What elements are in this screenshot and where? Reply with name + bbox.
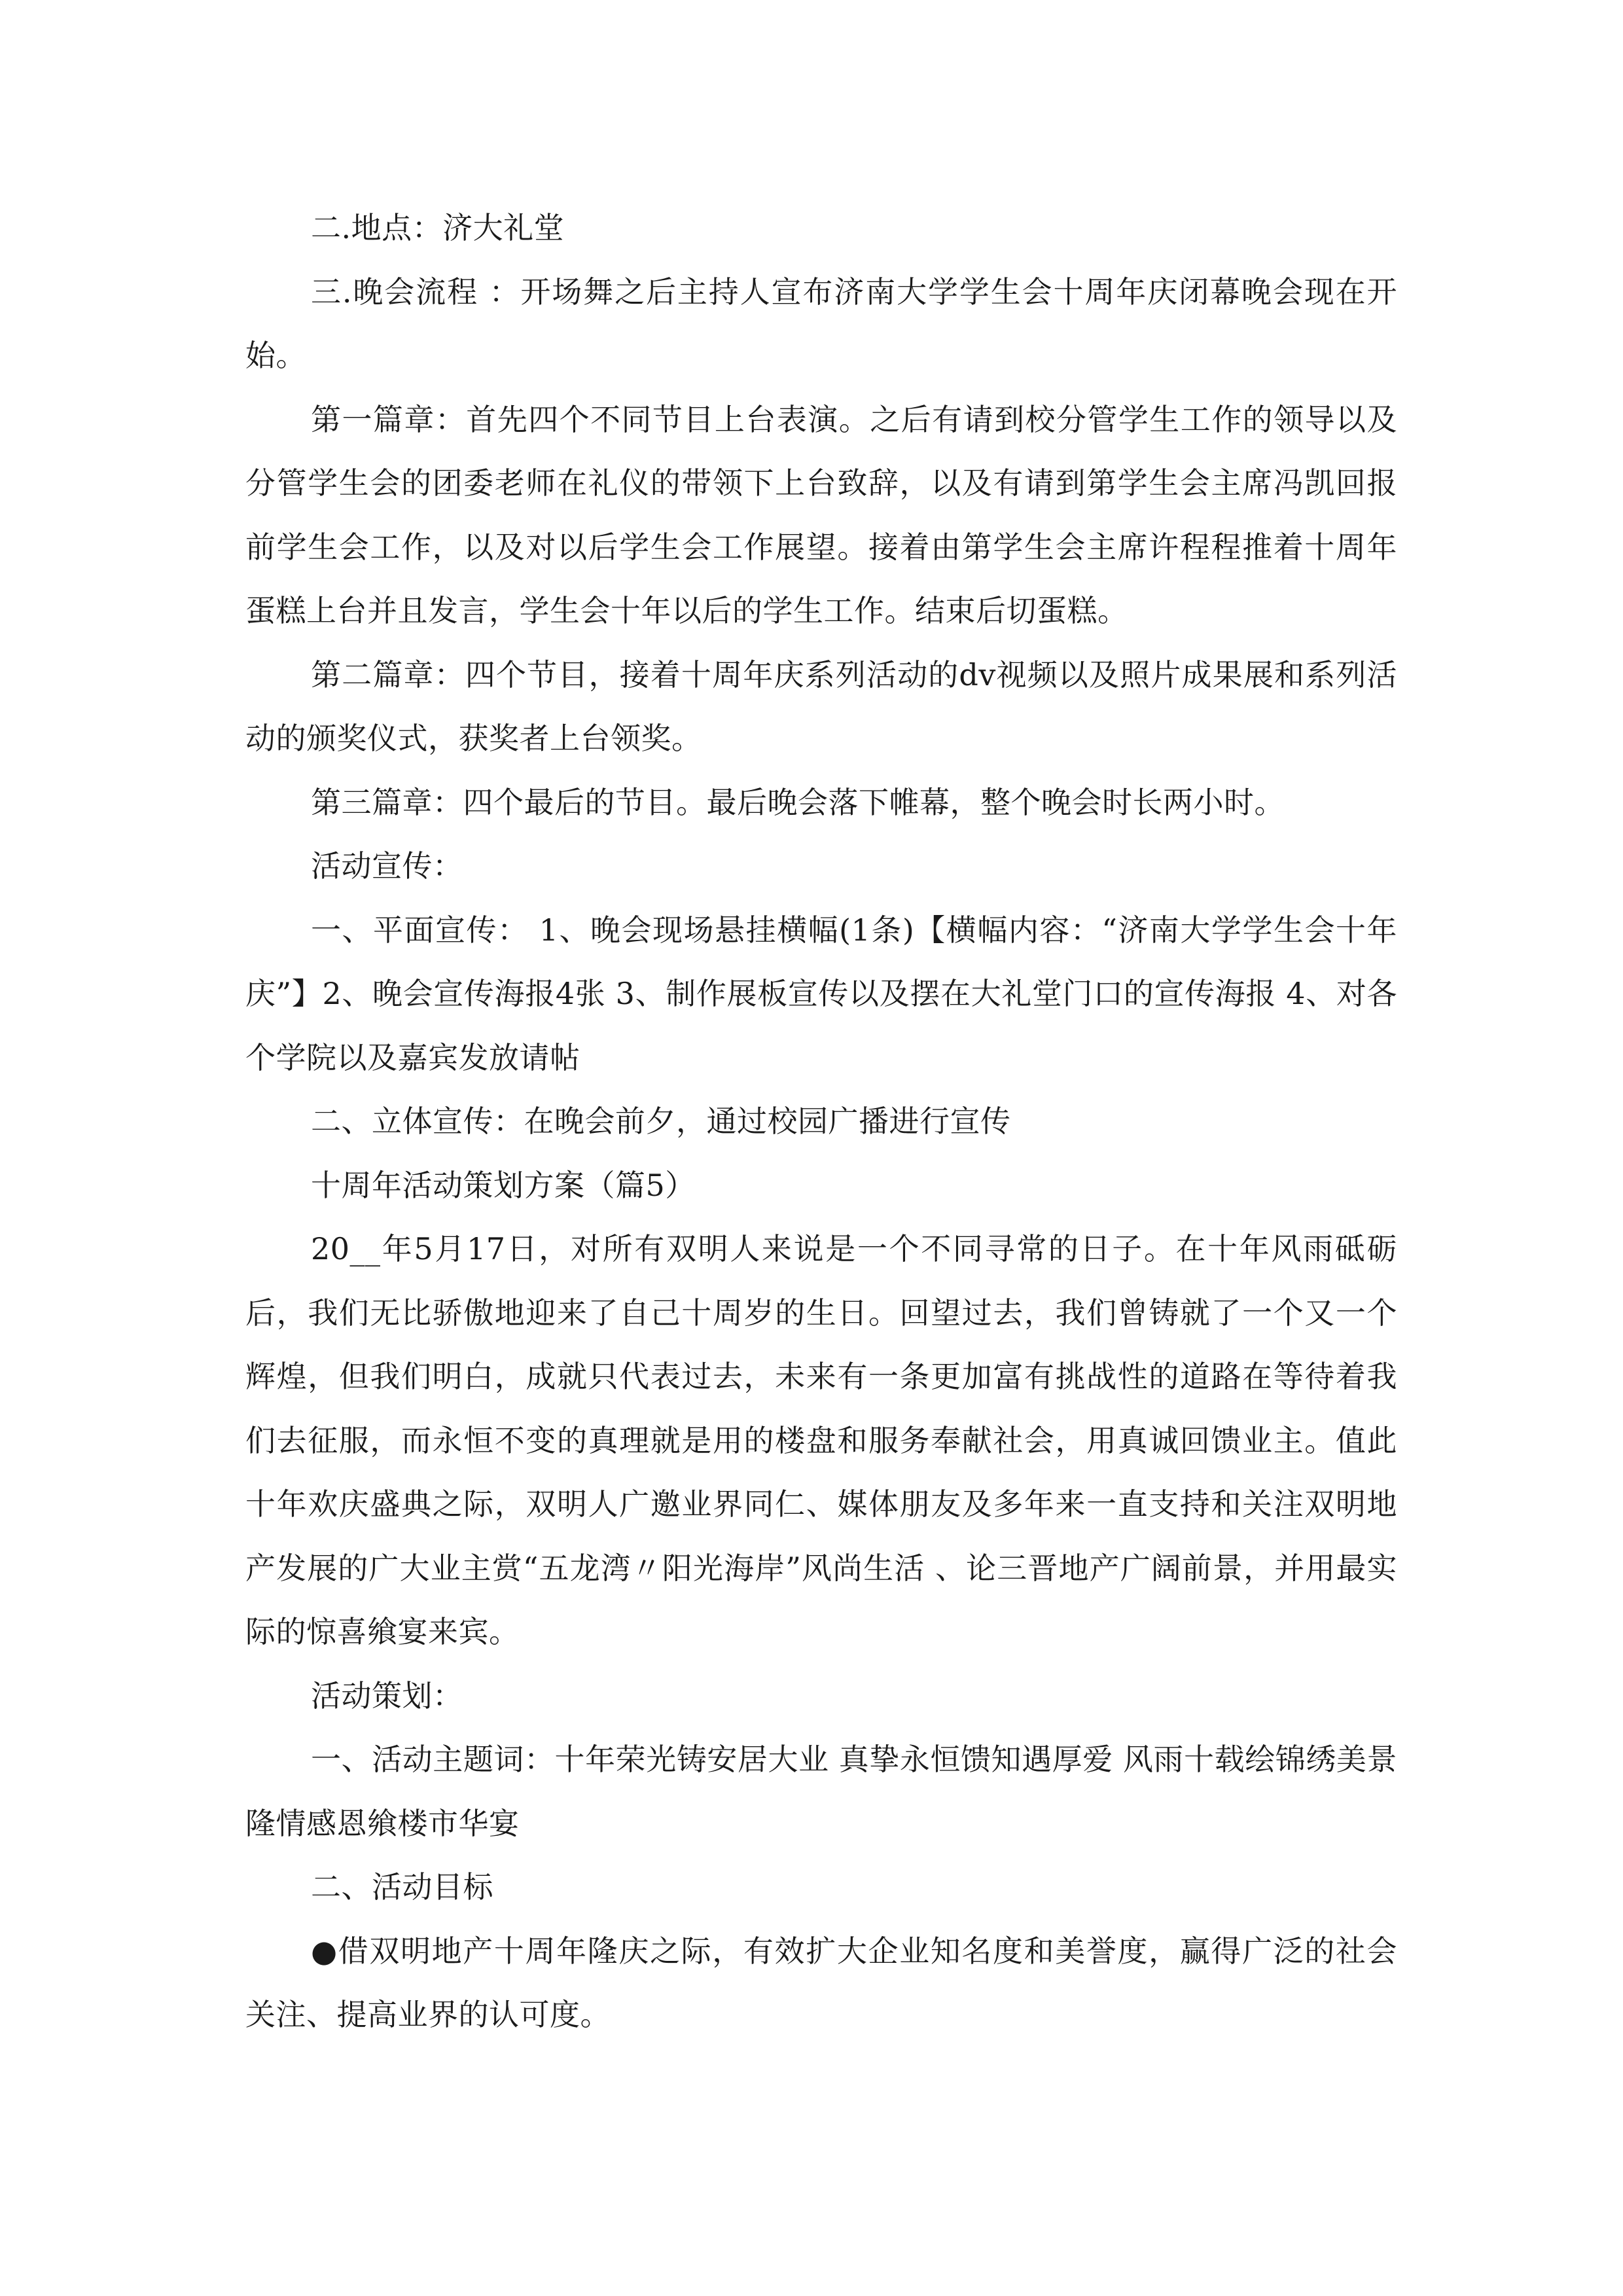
paragraph-print-promotion: 一、平面宣传： 1、晚会现场悬挂横幅(1条)【横幅内容：“济南大学学生会十年庆”】2、晚会宣传海报4张 3、制作展板宣传以及摆在大礼堂门口的宣传海报 4、对各个学院以及嘉宾发放请帖 (245, 912, 1397, 1075)
paragraph-3d-promotion: 二、立体宣传：在晚会前夕，通过校园广播进行宣传 (311, 1103, 1011, 1139)
document-body (245, 196, 1397, 2047)
paragraph-theme-words: 一、活动主题词：十年荣光铸安居大业 真挚永恒馈知遇厚爱 风雨十载绘锦绣美景 隆情感恩飨楼市华宴 (245, 1742, 1397, 1841)
paragraph-program-flow: 三.晚会流程 ：开场舞之后主持人宣布济南大学学生会十周年庆闭幕晚会现在开始。 (245, 274, 1397, 373)
paragraph-chapter-3: 第三篇章：四个最后的节目。最后晚会落下帷幕，整个晚会时长两小时。 (311, 784, 1285, 820)
paragraph-intro: 20__年5月17日，对所有双明人来说是一个不同寻常的日子。在十年风雨砥砺后，我们无比骄傲地迎来了自己十周岁的生日。回望过去，我们曾铸就了一个又一个辉煌，但我们明白，成就只代表过去，未来有一条更加富有挑战性的道路在等待着我们去征服，而永恒不变的真理就是用的楼盘和服务奉献社会，用真诚回馈业主。值此十年欢庆盛典之际，双明人广邀业界同仁、媒体朋友及多年来一直支持和关注双明地产发展的广大业主赏“五龙湾〃阳光海岸”风尚生活 、论三晋地产广阔前景，并用最实际的惊喜飨宴来宾。 (245, 1231, 1397, 1649)
heading-plan: 活动策划： (311, 1677, 463, 1713)
paragraph-goal-1: ●借双明地产十周年隆庆之际，有效扩大企业知名度和美誉度，赢得广泛的社会关注、提高业界的认可度。 (245, 1933, 1397, 2032)
paragraph-chapter-2: 第二篇章：四个节目，接着十周年庆系列活动的dv视频以及照片成果展和系列活动的颁奖仪式，获奖者上台领奖。 (245, 656, 1397, 756)
paragraph-chapter-1: 第一篇章：首先四个不同节目上台表演。之后有请到校分管学生工作的领导以及分管学生会的团委老师在礼仪的带领下上台致辞，以及有请到第学生会主席冯凯回报前学生会工作，以及对以后学生会工作展望。接着由第学生会主席许程程推着十周年蛋糕上台并且发言，学生会十年以后的学生工作。结束后切蛋糕。 (245, 401, 1397, 628)
heading-goals: 二、活动目标 (311, 1869, 493, 1905)
paragraph-location: 二.地点：济大礼堂 (311, 210, 565, 245)
heading-promotion: 活动宣传： (311, 848, 463, 884)
section-title: 十周年活动策划方案（篇5） (311, 1167, 696, 1203)
